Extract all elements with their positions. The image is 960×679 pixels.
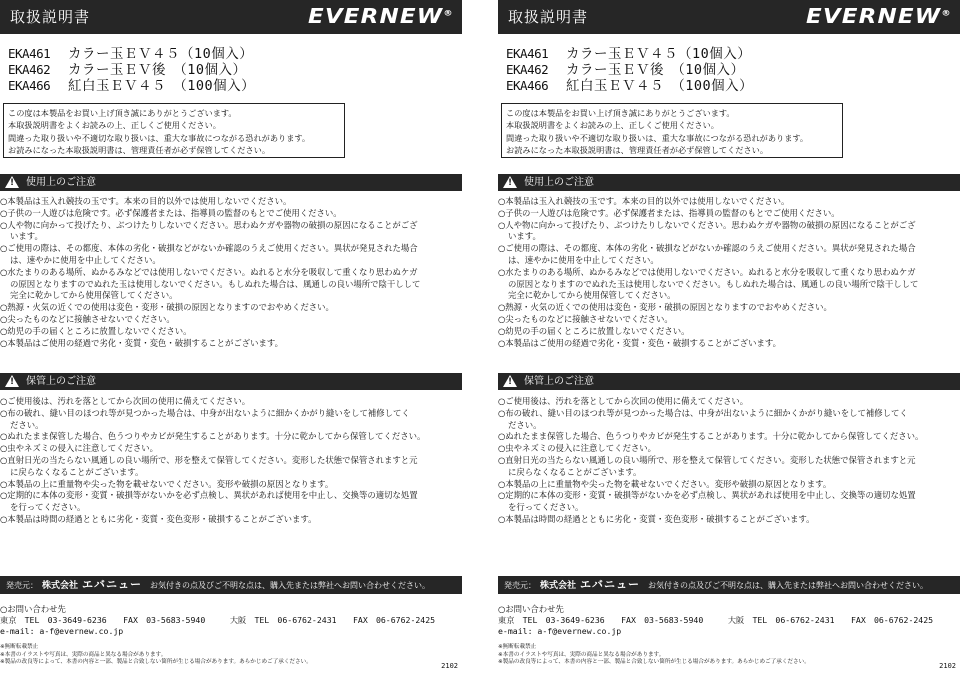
intro-line: この度は本製品をお買い上げ頂き誠にありがとうございます。	[8, 108, 237, 118]
warning-icon	[5, 375, 19, 387]
product-code: EKA466	[506, 78, 549, 93]
usage-item: は、速やかに使用を中止してください。	[508, 254, 659, 265]
footnote: ※本書のイラストや写真は、実際の商品と異なる場合があります。	[498, 651, 665, 658]
usage-item: ○人や物に向かって投げたり、ぶつけたりしないでください。思わぬケガや器物の破損の原因になることがござ	[498, 219, 916, 230]
page-number: 2102	[441, 662, 458, 670]
footnote: ※製品の改良等によって、本書の内容と一部、製品と合致しない箇所が生じる場合があります。あらかじめご了承ください。	[498, 659, 810, 665]
intro-notice-box	[501, 103, 843, 158]
product-code: EKA461	[506, 46, 549, 61]
footnote: ※無断転載禁止	[0, 644, 39, 650]
usage-list	[0, 196, 462, 349]
product-row	[506, 46, 956, 62]
storage-item: ○ぬれたまま保管した場合、色うつりやカビが発生することがあります。十分に乾かしてから保管してください。	[498, 431, 924, 442]
storage-item: ○定期的に本体の変形・変質・破損等がないかを必ず点検し、異状があれば使用を中止し、交換等の適切な処置	[0, 490, 418, 501]
usage-item: ○熱源・火気の近くでの使用は変色・変形・破損の原因となりますのでおやめください。	[498, 302, 832, 313]
usage-item: ○水たまりのある場所、ぬかるみなどでは使用しないでください。ぬれると水分を吸収して重くなり思わぬケガ	[0, 266, 418, 277]
usage-item: ○子供の一人遊びは危険です。必ず保護者または、指導員の監督のもとでご使用ください。	[0, 207, 342, 218]
product-name: 紅白玉ＥＶ４５ （100個入）	[68, 78, 256, 94]
product-row	[8, 78, 458, 94]
usage-item: ○本製品は玉入れ競技の玉です。本来の目的以外では使用しないでください。	[498, 196, 790, 206]
storage-item: ○直射日光の当たらない風通しの良い場所で、形を整えて保管してください。変形した状態で保管されますと元	[0, 454, 418, 465]
email-line: e-mail: a-f@evernew.co.jp	[498, 626, 622, 636]
inquiry-message: お気付きの点及びご不明な点は、購入先または弊社へお問い合わせください。	[648, 581, 929, 590]
usage-item: ○ご使用の際は、その都度、本体の劣化・破損などがないか確認のうえご使用ください。異状が発見された場合	[498, 243, 916, 254]
usage-section-header	[0, 174, 462, 191]
storage-item: ○布の破れ、縫い目のほつれ等が見つかった場合は、中身が出ないように細かくかがり縫いをして補修してく	[498, 407, 908, 418]
product-row	[506, 78, 956, 94]
contact-block	[498, 604, 960, 637]
document-title: 取扱説明書	[508, 8, 589, 26]
contact-heading: ○お問い合わせ先	[498, 604, 564, 614]
intro-notice-box	[3, 103, 345, 158]
inquiry-message: お気付きの点及びご不明な点は、購入先または弊社へお問い合わせください。	[150, 581, 431, 590]
usage-item: ○本製品はご使用の経過で劣化・変質・変色・破損することがございます。	[0, 337, 284, 348]
storage-item: ○本製品は時間の経過とともに劣化・変質・変色変形・破損することがございます。	[0, 513, 317, 524]
distributor-bar	[0, 576, 462, 594]
storage-item: に戻らなくなることがございます。	[10, 466, 144, 477]
usage-item: ○熱源・火気の近くでの使用は変色・変形・破損の原因となりますのでおやめください。	[0, 302, 334, 313]
storage-item: ○ぬれたまま保管した場合、色うつりやカビが発生することがあります。十分に乾かしてから保管してください。	[0, 431, 426, 442]
usage-item: ○本製品は玉入れ競技の玉です。本来の目的以外では使用しないでください。	[0, 196, 292, 206]
company-name: エバニュー	[82, 578, 143, 591]
product-list	[8, 46, 458, 94]
document-title: 取扱説明書	[10, 8, 91, 26]
usage-item: います。	[508, 231, 541, 242]
usage-item: 完全に乾かしてから使用保管してください。	[10, 290, 178, 301]
warning-icon	[5, 176, 19, 188]
footnote: ※無断転載禁止	[498, 644, 537, 650]
product-list	[506, 46, 956, 94]
storage-item: ○ご使用後は、汚れを落としてから次回の使用に備えてください。	[498, 396, 749, 406]
usage-item: は、速やかに使用を中止してください。	[10, 254, 161, 265]
distributor-bar	[498, 576, 960, 594]
storage-item: に戻らなくなることがございます。	[508, 466, 642, 477]
manual-page-right	[498, 0, 960, 679]
company-type: 株式会社	[540, 581, 577, 591]
header-bar	[0, 0, 462, 34]
usage-item: ○ご使用の際は、その都度、本体の劣化・破損などがないか確認のうえご使用ください。異状が発見された場合	[0, 243, 418, 254]
intro-line: 間違った取り扱いや不適切な取り扱いは、重大な事故につながる恐れがあります。	[506, 132, 809, 143]
evernew-logo: EVERNEW®	[806, 4, 952, 28]
product-code: EKA462	[506, 62, 549, 77]
storage-item: ださい。	[10, 419, 44, 430]
product-code: EKA462	[8, 62, 51, 77]
storage-item: ○虫やネズミの侵入に注意してください。	[0, 443, 159, 454]
usage-item: ○本製品はご使用の経過で劣化・変質・変色・破損することがございます。	[498, 337, 782, 348]
phone-line: 東京 TEL 03-3649-6236 FAX 03-5683-5940 大阪 TEL 06-6762-2431 FAX 06-6762-2425	[0, 615, 436, 625]
usage-item: います。	[10, 231, 43, 242]
storage-item: ○ご使用後は、汚れを落としてから次回の使用に備えてください。	[0, 396, 251, 406]
storage-item: ○本製品の上に重量物や尖った物を載せないでください。変形や破損の原因となります。	[0, 478, 334, 489]
company-name: エバニュー	[580, 578, 641, 591]
storage-list	[0, 396, 462, 526]
usage-section-title: 使用上のご注意	[524, 177, 594, 188]
product-code: EKA461	[8, 46, 51, 61]
usage-item: ○水たまりのある場所、ぬかるみなどでは使用しないでください。ぬれると水分を吸収して重くなり思わぬケガ	[498, 266, 916, 277]
storage-item: ○直射日光の当たらない風通しの良い場所で、形を整えて保管してください。変形した状態で保管されますと元	[498, 454, 916, 465]
header-bar	[498, 0, 960, 34]
intro-line: お読みになった本取扱説明書は、管理責任者が必ず保管してください。	[506, 145, 769, 156]
storage-item: を行ってください。	[10, 502, 86, 513]
usage-item: ○尖ったものなどに接触させないでください。	[0, 313, 175, 324]
intro-line: この度は本製品をお買い上げ頂き誠にありがとうございます。	[506, 108, 735, 118]
product-name: 紅白玉ＥＶ４５ （100個入）	[566, 78, 754, 94]
intro-line: お読みになった本取扱説明書は、管理責任者が必ず保管してください。	[8, 145, 271, 156]
product-name: カラー玉ＥＶ４５（10個入）	[68, 46, 254, 62]
storage-list	[498, 396, 960, 526]
usage-section-title: 使用上のご注意	[26, 177, 96, 188]
intro-line: 間違った取り扱いや不適切な取り扱いは、重大な事故につながる恐れがあります。	[8, 132, 311, 143]
product-code: EKA466	[8, 78, 51, 93]
page-number: 2102	[939, 662, 956, 670]
footnotes	[498, 644, 960, 667]
usage-item: ○幼児の手の届くところに放置しないでください。	[0, 325, 192, 336]
product-name: カラー玉ＥＶ後 （10個入）	[566, 62, 745, 78]
contact-block	[0, 604, 462, 637]
storage-item: ○定期的に本体の変形・変質・破損等がないかを必ず点検し、異状があれば使用を中止し、交換等の適切な処置	[498, 490, 916, 501]
usage-item: の原因となりますのでぬれた玉は使用しないでください。もしぬれた場合は、風通しの良い場所で陰干しして	[508, 278, 919, 289]
warning-icon	[503, 375, 517, 387]
distributor-label: 発売元：	[6, 581, 38, 590]
storage-section-header	[0, 373, 462, 390]
evernew-logo: EVERNEW®	[308, 4, 454, 28]
usage-item: 完全に乾かしてから使用保管してください。	[508, 290, 676, 301]
footnote: ※本書のイラストや写真は、実際の商品と異なる場合があります。	[0, 651, 167, 658]
storage-section-header	[498, 373, 960, 390]
product-name: カラー玉ＥＶ後 （10個入）	[68, 62, 247, 78]
storage-item: ○本製品は時間の経過とともに劣化・変質・変色変形・破損することがございます。	[498, 513, 815, 524]
usage-item: の原因となりますのでぬれた玉は使用しないでください。もしぬれた場合は、風通しの良い場所で陰干しして	[10, 278, 421, 289]
footnote: ※製品の改良等によって、本書の内容と一部、製品と合致しない箇所が生じる場合があります。あらかじめご了承ください。	[0, 659, 312, 665]
product-name: カラー玉ＥＶ４５（10個入）	[566, 46, 752, 62]
usage-item: ○人や物に向かって投げたり、ぶつけたりしないでください。思わぬケガや器物の破損の原因になることがござ	[0, 219, 418, 230]
storage-item: ○本製品の上に重量物や尖った物を載せないでください。変形や破損の原因となります。	[498, 478, 832, 489]
storage-item: ださい。	[508, 419, 542, 430]
usage-list	[498, 196, 960, 349]
intro-line: 本取扱説明書をよくお読みの上、正しくご使用ください。	[506, 120, 719, 131]
contact-heading: ○お問い合わせ先	[0, 604, 66, 614]
company-type: 株式会社	[42, 581, 79, 591]
storage-section-title: 保管上のご注意	[26, 376, 96, 387]
warning-icon	[503, 176, 517, 188]
footnotes	[0, 644, 462, 667]
product-row	[8, 46, 458, 62]
usage-item: ○尖ったものなどに接触させないでください。	[498, 313, 673, 324]
usage-item: ○子供の一人遊びは危険です。必ず保護者または、指導員の監督のもとでご使用ください。	[498, 207, 840, 218]
product-row	[506, 62, 956, 78]
storage-item: ○布の破れ、縫い目のほつれ等が見つかった場合は、中身が出ないように細かくかがり縫いをして補修してく	[0, 407, 410, 418]
storage-item: ○虫やネズミの侵入に注意してください。	[498, 443, 657, 454]
distributor-label: 発売元：	[504, 581, 536, 590]
usage-section-header	[498, 174, 960, 191]
storage-item: を行ってください。	[508, 502, 584, 513]
product-row	[8, 62, 458, 78]
phone-line: 東京 TEL 03-3649-6236 FAX 03-5683-5940 大阪 TEL 06-6762-2431 FAX 06-6762-2425	[498, 615, 934, 625]
usage-item: ○幼児の手の届くところに放置しないでください。	[498, 325, 690, 336]
intro-line: 本取扱説明書をよくお読みの上、正しくご使用ください。	[8, 120, 221, 131]
email-line: e-mail: a-f@evernew.co.jp	[0, 626, 124, 636]
storage-section-title: 保管上のご注意	[524, 376, 594, 387]
manual-page-left	[0, 0, 462, 679]
